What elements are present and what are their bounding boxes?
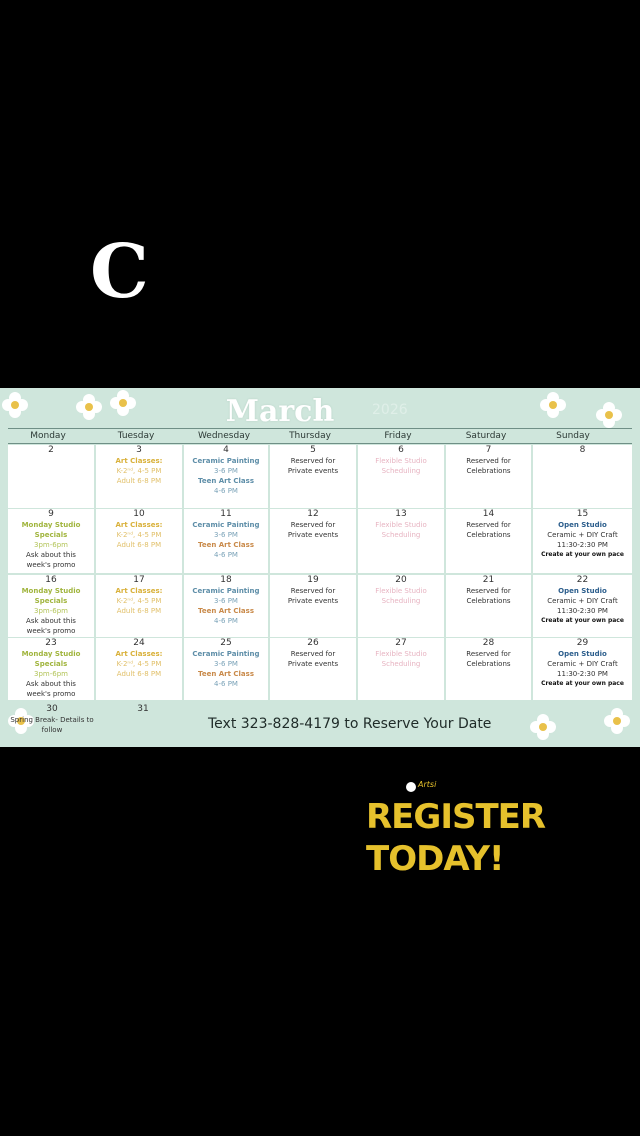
event-line: Reserved for <box>290 457 336 465</box>
event-line: Create at your own pace <box>541 551 624 558</box>
day-number: 21 <box>482 575 495 585</box>
calendar-year: 2026 <box>372 402 408 418</box>
event-line: Art Classes: <box>115 521 163 529</box>
event-line: Create at your own pace <box>541 680 624 687</box>
day-number: 31 <box>137 704 149 714</box>
day-number: 26 <box>307 638 319 648</box>
event-line: Ceramic + DIY Craft <box>547 660 618 668</box>
event-line: Ceramic + DIY Craft <box>547 597 618 605</box>
event-line: Ceramic Painting <box>192 521 260 529</box>
event-line: Ceramic + DIY Craft <box>547 531 618 539</box>
day-number: 13 <box>395 509 407 519</box>
day-number: 3 <box>136 445 142 455</box>
event-line: Ask about this <box>26 680 76 688</box>
register-line-2: TODAY! <box>366 839 504 879</box>
day-cell[interactable] <box>96 509 182 573</box>
event-line: 3-6 PM <box>214 597 238 605</box>
event-line: Adult 6-8 PM <box>116 670 162 678</box>
event-line: Specials <box>34 531 68 539</box>
event-line: Specials <box>34 597 68 605</box>
weekday-header: Saturday <box>465 431 507 441</box>
event-line: week's promo <box>26 561 76 569</box>
flower-icon <box>596 402 622 428</box>
day-cell[interactable] <box>533 509 632 573</box>
day-number: 17 <box>133 575 145 585</box>
day-cell[interactable] <box>358 638 444 700</box>
event-line: Monday Studio <box>21 521 81 529</box>
event-line: week's promo <box>26 690 76 698</box>
event-line: Teen Art Class <box>197 607 254 615</box>
event-line: 11:30-2:30 PM <box>557 670 608 678</box>
weekday-headers <box>8 428 632 444</box>
reserve-text: Text 323-828-4179 to Reserve Your Date <box>208 716 492 732</box>
event-line: Ask about this <box>26 551 76 559</box>
event-line: Adult 6-8 PM <box>116 477 162 485</box>
day-cell[interactable] <box>533 445 632 508</box>
register-banner <box>366 796 546 880</box>
event-line: K-2ⁿᵈ, 4-5 PM <box>116 531 162 539</box>
event-line: 4-6 PM <box>214 487 238 495</box>
day-number: 7 <box>485 445 492 455</box>
weekday-header: Thursday <box>289 431 331 441</box>
flower-icon <box>540 392 566 418</box>
day-number: 14 <box>482 509 495 519</box>
day-number: 4 <box>223 445 229 455</box>
day-number: 8 <box>579 445 586 455</box>
event-line: Art Classes: <box>115 650 163 658</box>
day-cell[interactable] <box>96 575 182 637</box>
event-line: Reserved for <box>466 457 511 465</box>
march-calendar <box>0 388 640 747</box>
day-number: 23 <box>45 638 57 648</box>
brand-name: Artsi <box>418 780 437 789</box>
day-number: 28 <box>482 638 495 648</box>
day-cell[interactable] <box>270 638 356 700</box>
event-line: Private events <box>287 467 339 475</box>
event-line: Celebrations <box>466 531 511 539</box>
day-cell[interactable] <box>8 575 94 637</box>
day-cell[interactable] <box>8 638 94 700</box>
day-number: 19 <box>307 575 319 585</box>
event-line: Private events <box>287 531 339 539</box>
day-number: 10 <box>133 509 145 519</box>
day-cell[interactable] <box>446 638 531 700</box>
event-line: Open Studio <box>558 650 607 658</box>
flower-icon <box>76 394 102 420</box>
day-cell[interactable] <box>446 575 531 637</box>
event-line: Adult 6-8 PM <box>116 541 162 549</box>
event-line: Ceramic Painting <box>192 457 260 465</box>
flower-icon <box>110 390 136 416</box>
event-line: K-2ⁿᵈ, 4-5 PM <box>116 467 162 475</box>
event-line: 11:30-2:30 PM <box>557 607 608 615</box>
day-cell[interactable] <box>446 509 531 573</box>
event-line: Reserved for <box>290 650 336 658</box>
event-line: Reserved for <box>466 650 511 658</box>
weekday-header: Wednesday <box>197 431 251 441</box>
event-line: Flexible Studio <box>375 457 427 465</box>
day-cell[interactable] <box>533 575 632 637</box>
event-line: 4-6 PM <box>214 617 238 625</box>
day-number: 24 <box>133 638 145 648</box>
event-line: Art Classes: <box>115 457 163 465</box>
day-number: 30 <box>46 704 58 714</box>
weekday-header: Monday <box>30 431 66 441</box>
day-number: 12 <box>307 509 319 519</box>
event-line: Reserved for <box>466 587 511 595</box>
day-number: 9 <box>48 509 54 519</box>
event-line: Teen Art Class <box>197 541 254 549</box>
event-line: Adult 6-8 PM <box>116 607 162 615</box>
day-note: Spring Break- Details to follow <box>10 716 94 734</box>
day-cell[interactable] <box>8 704 96 732</box>
event-line: Open Studio <box>558 587 607 595</box>
event-line: Private events <box>287 597 339 605</box>
day-cell[interactable] <box>184 509 268 573</box>
event-line: Reserved for <box>290 587 336 595</box>
event-line: week's promo <box>26 627 76 635</box>
day-number: 29 <box>576 638 589 648</box>
event-line: Art Classes: <box>115 587 163 595</box>
register-line-1: REGISTER <box>366 797 546 837</box>
day-number: 27 <box>395 638 407 648</box>
event-line: 4-6 PM <box>214 551 238 559</box>
event-line: Ceramic Painting <box>192 587 260 595</box>
event-line: Open Studio <box>558 521 607 529</box>
day-cell[interactable] <box>270 509 356 573</box>
event-line: Monday Studio <box>21 650 81 658</box>
event-line: Monday Studio <box>21 587 81 595</box>
day-cell[interactable] <box>96 445 182 508</box>
event-line: Scheduling <box>381 660 421 668</box>
day-number: 2 <box>48 445 54 455</box>
day-cell[interactable] <box>358 509 444 573</box>
day-cell[interactable] <box>8 509 94 573</box>
day-number: 25 <box>220 638 232 648</box>
event-line: K-2ⁿᵈ, 4-5 PM <box>116 660 162 668</box>
event-line: Reserved for <box>290 521 336 529</box>
event-line: Ceramic Painting <box>192 650 260 658</box>
event-line: 3pm-6pm <box>34 607 68 615</box>
event-line: 3-6 PM <box>214 660 238 668</box>
day-cell[interactable] <box>270 445 356 508</box>
day-number: 11 <box>220 509 232 519</box>
event-line: Ask about this <box>26 617 76 625</box>
event-line: Scheduling <box>381 531 421 539</box>
day-cell[interactable] <box>533 638 632 700</box>
day-cell[interactable] <box>446 445 531 508</box>
day-cell[interactable] <box>358 575 444 637</box>
day-cell[interactable] <box>184 638 268 700</box>
day-cell[interactable] <box>8 445 94 508</box>
logo-mark-icon <box>406 782 416 792</box>
day-cell[interactable] <box>358 445 444 508</box>
day-cell[interactable] <box>96 638 182 700</box>
event-line: 11:30-2:30 PM <box>557 541 608 549</box>
weekday-header: Sunday <box>556 431 590 441</box>
event-line: Celebrations <box>466 660 511 668</box>
event-line: Teen Art Class <box>197 477 254 485</box>
weekday-header: Tuesday <box>117 431 155 441</box>
event-line: Create at your own pace <box>541 617 624 624</box>
event-line: Teen Art Class <box>197 670 254 678</box>
event-line: Celebrations <box>466 467 511 475</box>
event-line: Flexible Studio <box>375 521 427 529</box>
day-number: 15 <box>576 509 589 519</box>
event-line: Reserved for <box>466 521 511 529</box>
day-cell[interactable] <box>96 704 190 732</box>
event-line: K-2ⁿᵈ, 4-5 PM <box>116 597 162 605</box>
overlay-letter: C <box>90 229 149 315</box>
event-line: Scheduling <box>381 467 421 475</box>
day-number: 20 <box>395 575 407 585</box>
event-line: Scheduling <box>381 597 421 605</box>
event-line: 3pm-6pm <box>34 541 68 549</box>
event-line: Flexible Studio <box>375 650 427 658</box>
event-line: Specials <box>34 660 68 668</box>
day-number: 18 <box>220 575 232 585</box>
weekday-header: Friday <box>384 431 412 441</box>
event-line: 4-6 PM <box>214 680 238 688</box>
event-line: 3-6 PM <box>214 467 238 475</box>
event-line: Private events <box>287 660 339 668</box>
event-line: Celebrations <box>466 597 511 605</box>
day-number: 5 <box>310 445 316 455</box>
event-line: Flexible Studio <box>375 587 427 595</box>
day-cell[interactable] <box>270 575 356 637</box>
day-number: 22 <box>576 575 589 585</box>
flower-icon <box>2 392 28 418</box>
event-line: 3-6 PM <box>214 531 238 539</box>
day-cell[interactable] <box>184 575 268 637</box>
day-number: 16 <box>45 575 57 585</box>
day-cell[interactable] <box>184 445 268 508</box>
day-number: 6 <box>398 445 404 455</box>
event-line: 3pm-6pm <box>34 670 68 678</box>
calendar-month: March <box>225 394 335 429</box>
